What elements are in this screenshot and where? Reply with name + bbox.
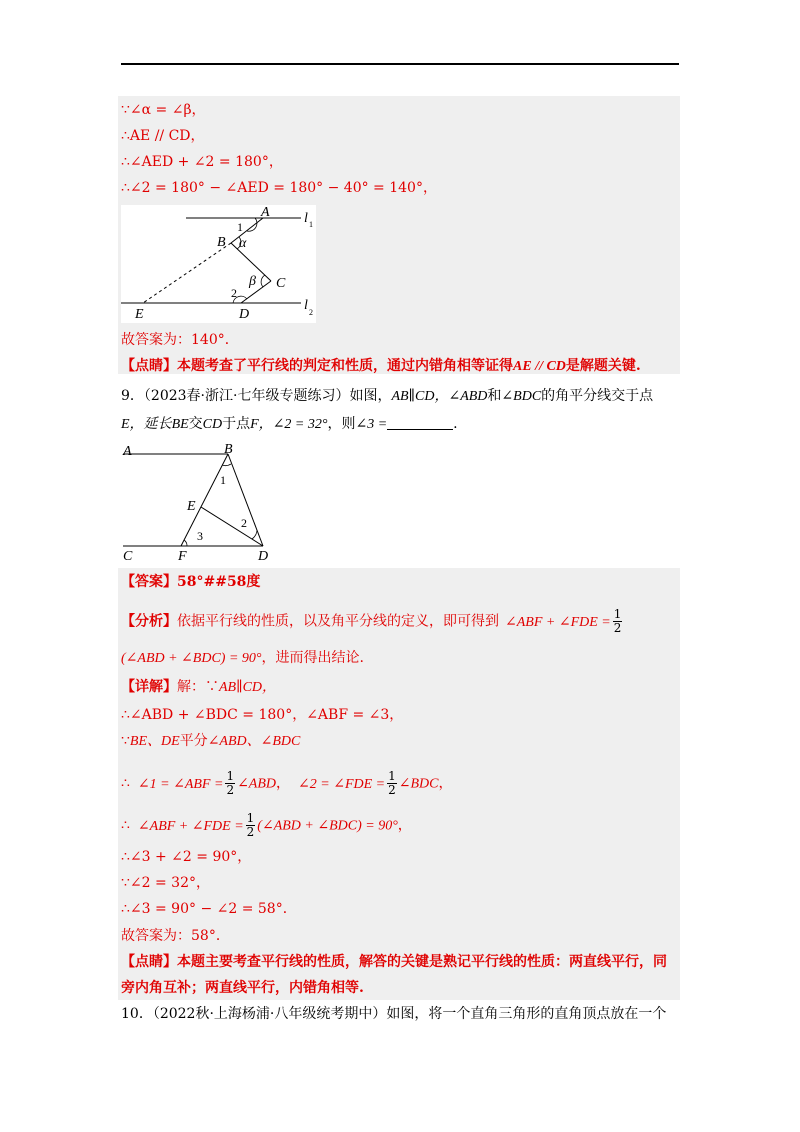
q9-step-7: ∴∠3 = 90° − ∠2 = 58°． bbox=[121, 901, 297, 917]
label-A: A bbox=[123, 444, 132, 459]
figure-triangle-bdf bbox=[121, 442, 281, 564]
q9-answer: 【答案】58°##58度 bbox=[121, 574, 261, 590]
label-C: C bbox=[276, 276, 286, 291]
q9-source: （2023春·浙江·七年级专题练习） bbox=[143, 388, 350, 404]
q9-step-6: ∵∠2 = 32°， bbox=[121, 875, 210, 891]
comment-end: 是解题关键. bbox=[565, 358, 641, 374]
q9-number: 9． bbox=[121, 388, 144, 404]
q9-detail: 【详解】解：∵AB∥CD， bbox=[121, 679, 277, 695]
step-2: ∴AE // CD， bbox=[121, 128, 205, 144]
label-F: F bbox=[178, 549, 187, 564]
step-4: ∴∠2 = 180° − ∠AED = 180° − 40° = 140°， bbox=[121, 180, 437, 196]
q9-step-4: ∴ ∠ABF + ∠FDE = $\frac{1}{2}$ (∠ABD + ∠BDC) = 90°， bbox=[121, 811, 412, 839]
label-2: 2 bbox=[231, 286, 237, 300]
answer-line-prev: 故答案为：140°． bbox=[121, 332, 239, 348]
label-B: B bbox=[224, 442, 233, 457]
q9-analysis-2: (∠ABD + ∠BDC) = 90°，进而得出结论. bbox=[121, 650, 364, 666]
q9-step-2: ∵BE、DE平分∠ABD、∠BDC bbox=[121, 733, 301, 749]
q10-line-1: 10．（2022秋·上海杨浦·八年级统考期中）如图，将一个直角三角形的直角顶点放在一个 bbox=[121, 1006, 667, 1022]
header-rule bbox=[121, 63, 679, 65]
q9-step-1: ∴∠ABD + ∠BDC = 180°，∠ABF = ∠3， bbox=[121, 707, 404, 723]
figure-parallel-lines-l1-l2 bbox=[121, 205, 316, 323]
label-E: E bbox=[135, 307, 144, 322]
label-E: E bbox=[187, 499, 196, 514]
q9-comment-1: 【点睛】本题主要考查平行线的性质，解答的关键是熟记平行线的性质：两直线平行，同 bbox=[121, 954, 667, 970]
label-alpha: α bbox=[239, 236, 247, 251]
label-1: 1 bbox=[220, 473, 226, 487]
label-A: A bbox=[261, 205, 270, 220]
label-2: 2 bbox=[241, 516, 247, 530]
q9-line-1: 9．（2023春·浙江·七年级专题练习）如图，AB∥CD，∠ABD和∠BDC的角平分线交于点 bbox=[121, 388, 654, 404]
q9-step-5: ∴∠3 + ∠2 = 90°， bbox=[121, 849, 252, 865]
label-l1: l bbox=[304, 211, 308, 226]
comment-prev bbox=[121, 356, 641, 377]
step-3: ∴∠AED + ∠2 = 180°， bbox=[121, 154, 283, 170]
label-l2: l bbox=[304, 298, 308, 313]
label-l2-sub: 2 bbox=[309, 308, 313, 317]
comment-text: 本题考查了平行线的判定和性质，通过内错角相等证得 bbox=[177, 358, 513, 374]
q9-step-3: ∴ ∠1 = ∠ABF = $\frac{1}{2}$ ∠ABD， ∠2 = ∠FDE = $\frac{1}{2}$ ∠BDC， bbox=[121, 769, 453, 797]
answer-blank bbox=[387, 415, 453, 430]
label-C: C bbox=[123, 549, 133, 564]
q9-final-answer: 故答案为：58°． bbox=[121, 928, 230, 944]
label-3: 3 bbox=[197, 529, 203, 543]
label-B: B bbox=[217, 235, 226, 250]
comment-math: AE // CD bbox=[513, 359, 566, 374]
q9-line-2: E，延长BE交CD于点F，∠2 = 32°，则∠3 = . bbox=[121, 416, 458, 432]
label-1: 1 bbox=[237, 220, 243, 234]
label-D: D bbox=[239, 307, 250, 322]
label-D: D bbox=[258, 549, 269, 564]
comment-tag: 【点睛】 bbox=[121, 358, 177, 374]
label-l1-sub: 1 bbox=[309, 220, 313, 229]
q9-comment-2: 旁内角互补；两直线平行，内错角相等. bbox=[121, 980, 364, 996]
label-beta: β bbox=[249, 274, 256, 289]
q9-analysis-1: 【分析】依据平行线的性质，以及角平分线的定义，即可得到 ∠ABF + ∠FDE = $\frac{1}{2}$ bbox=[121, 607, 622, 635]
step-1: ∵∠α = ∠β， bbox=[121, 102, 206, 118]
